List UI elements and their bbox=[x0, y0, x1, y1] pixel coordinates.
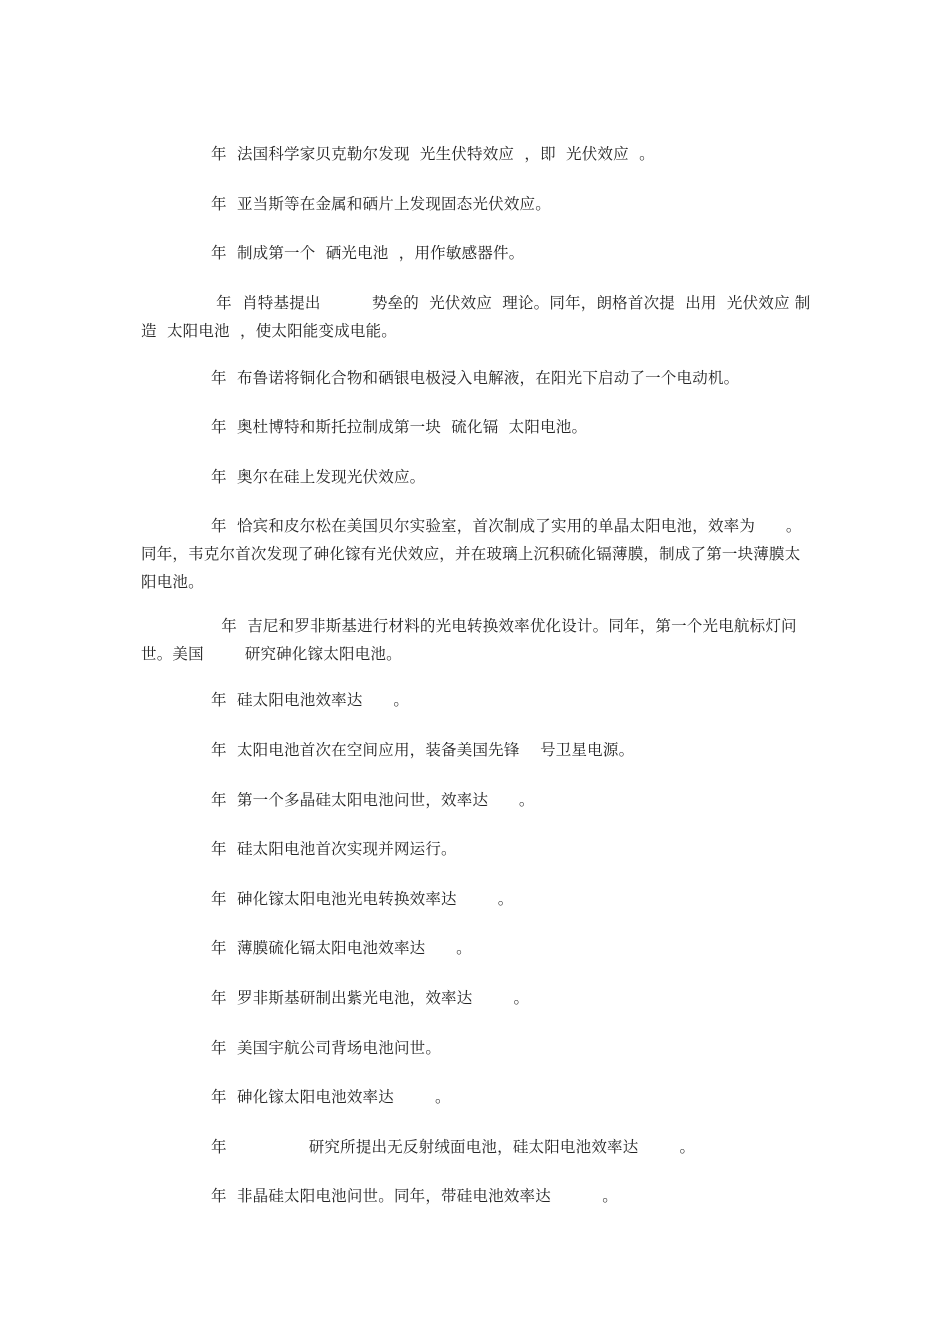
timeline-entry: 年 肖特基提出 势垒的 光伏效应 理论。同年，朗格首次提 出用 光伏效应 制造 太阳电池 ，使太阳能变成电能。 bbox=[141, 294, 811, 340]
timeline-entry: 年 硅太阳电池首次实现并网运行。 bbox=[211, 840, 457, 858]
timeline-entry: 年 奥杜博特和斯托拉制成第一块 硫化镉 太阳电池。 bbox=[211, 418, 588, 436]
timeline-entry: 年 罗非斯基研制出紫光电池，效率达 。 bbox=[211, 989, 530, 1007]
timeline-entry: 年 亚当斯等在金属和硒片上发现固态光伏效应。 bbox=[211, 195, 551, 213]
timeline-entry: 年 非晶硅太阳电池问世。同年，带硅电池效率达 。 bbox=[211, 1187, 618, 1205]
timeline-entry: 年 砷化镓太阳电池光电转换效率达 。 bbox=[211, 890, 514, 908]
timeline-entry: 年 奥尔在硅上发现光伏效应。 bbox=[211, 468, 426, 486]
timeline-entry: 年 太阳电池首次在空间应用，装备美国先锋 号卫星电源。 bbox=[211, 741, 635, 759]
timeline-entry: 年 布鲁诺将铜化合物和硒银电极浸入电解液，在阳光下启动了一个电动机。 bbox=[211, 369, 740, 387]
timeline-entry: 年 薄膜硫化镉太阳电池效率达 。 bbox=[211, 939, 472, 957]
timeline-entry: 年 第一个多晶硅太阳电池问世，效率达 。 bbox=[211, 791, 535, 809]
timeline-entry: 年 美国宇航公司背场电池问世。 bbox=[211, 1039, 442, 1057]
timeline-entry: 年 硅太阳电池效率达 。 bbox=[211, 691, 410, 709]
timeline-entry: 年 恰宾和皮尔松在美国贝尔实验室，首次制成了实用的单晶太阳电池，效率为 。同年，韦克尔首次发现了砷化镓有光伏效应，并在玻璃上沉积硫化镉薄膜，制成了第一块薄膜太阳电池。 bbox=[141, 517, 802, 591]
timeline-entry: 年 研究所提出无反射绒面电池，硅太阳电池效率达 。 bbox=[211, 1138, 696, 1156]
timeline-entry: 年 制成第一个 硒光电池 ，用作敏感器件。 bbox=[211, 244, 525, 262]
timeline-entry: 年 砷化镓太阳电池效率达 。 bbox=[211, 1088, 451, 1106]
timeline-entry: 年 吉尼和罗非斯基进行材料的光电转换效率优化设计。同年，第一个光电航标灯问世。美国 研究砷化镓太阳电池。 bbox=[141, 617, 797, 663]
timeline-entry: 年 法国科学家贝克勒尔发现 光生伏特效应 ，即 光伏效应 。 bbox=[211, 145, 655, 163]
